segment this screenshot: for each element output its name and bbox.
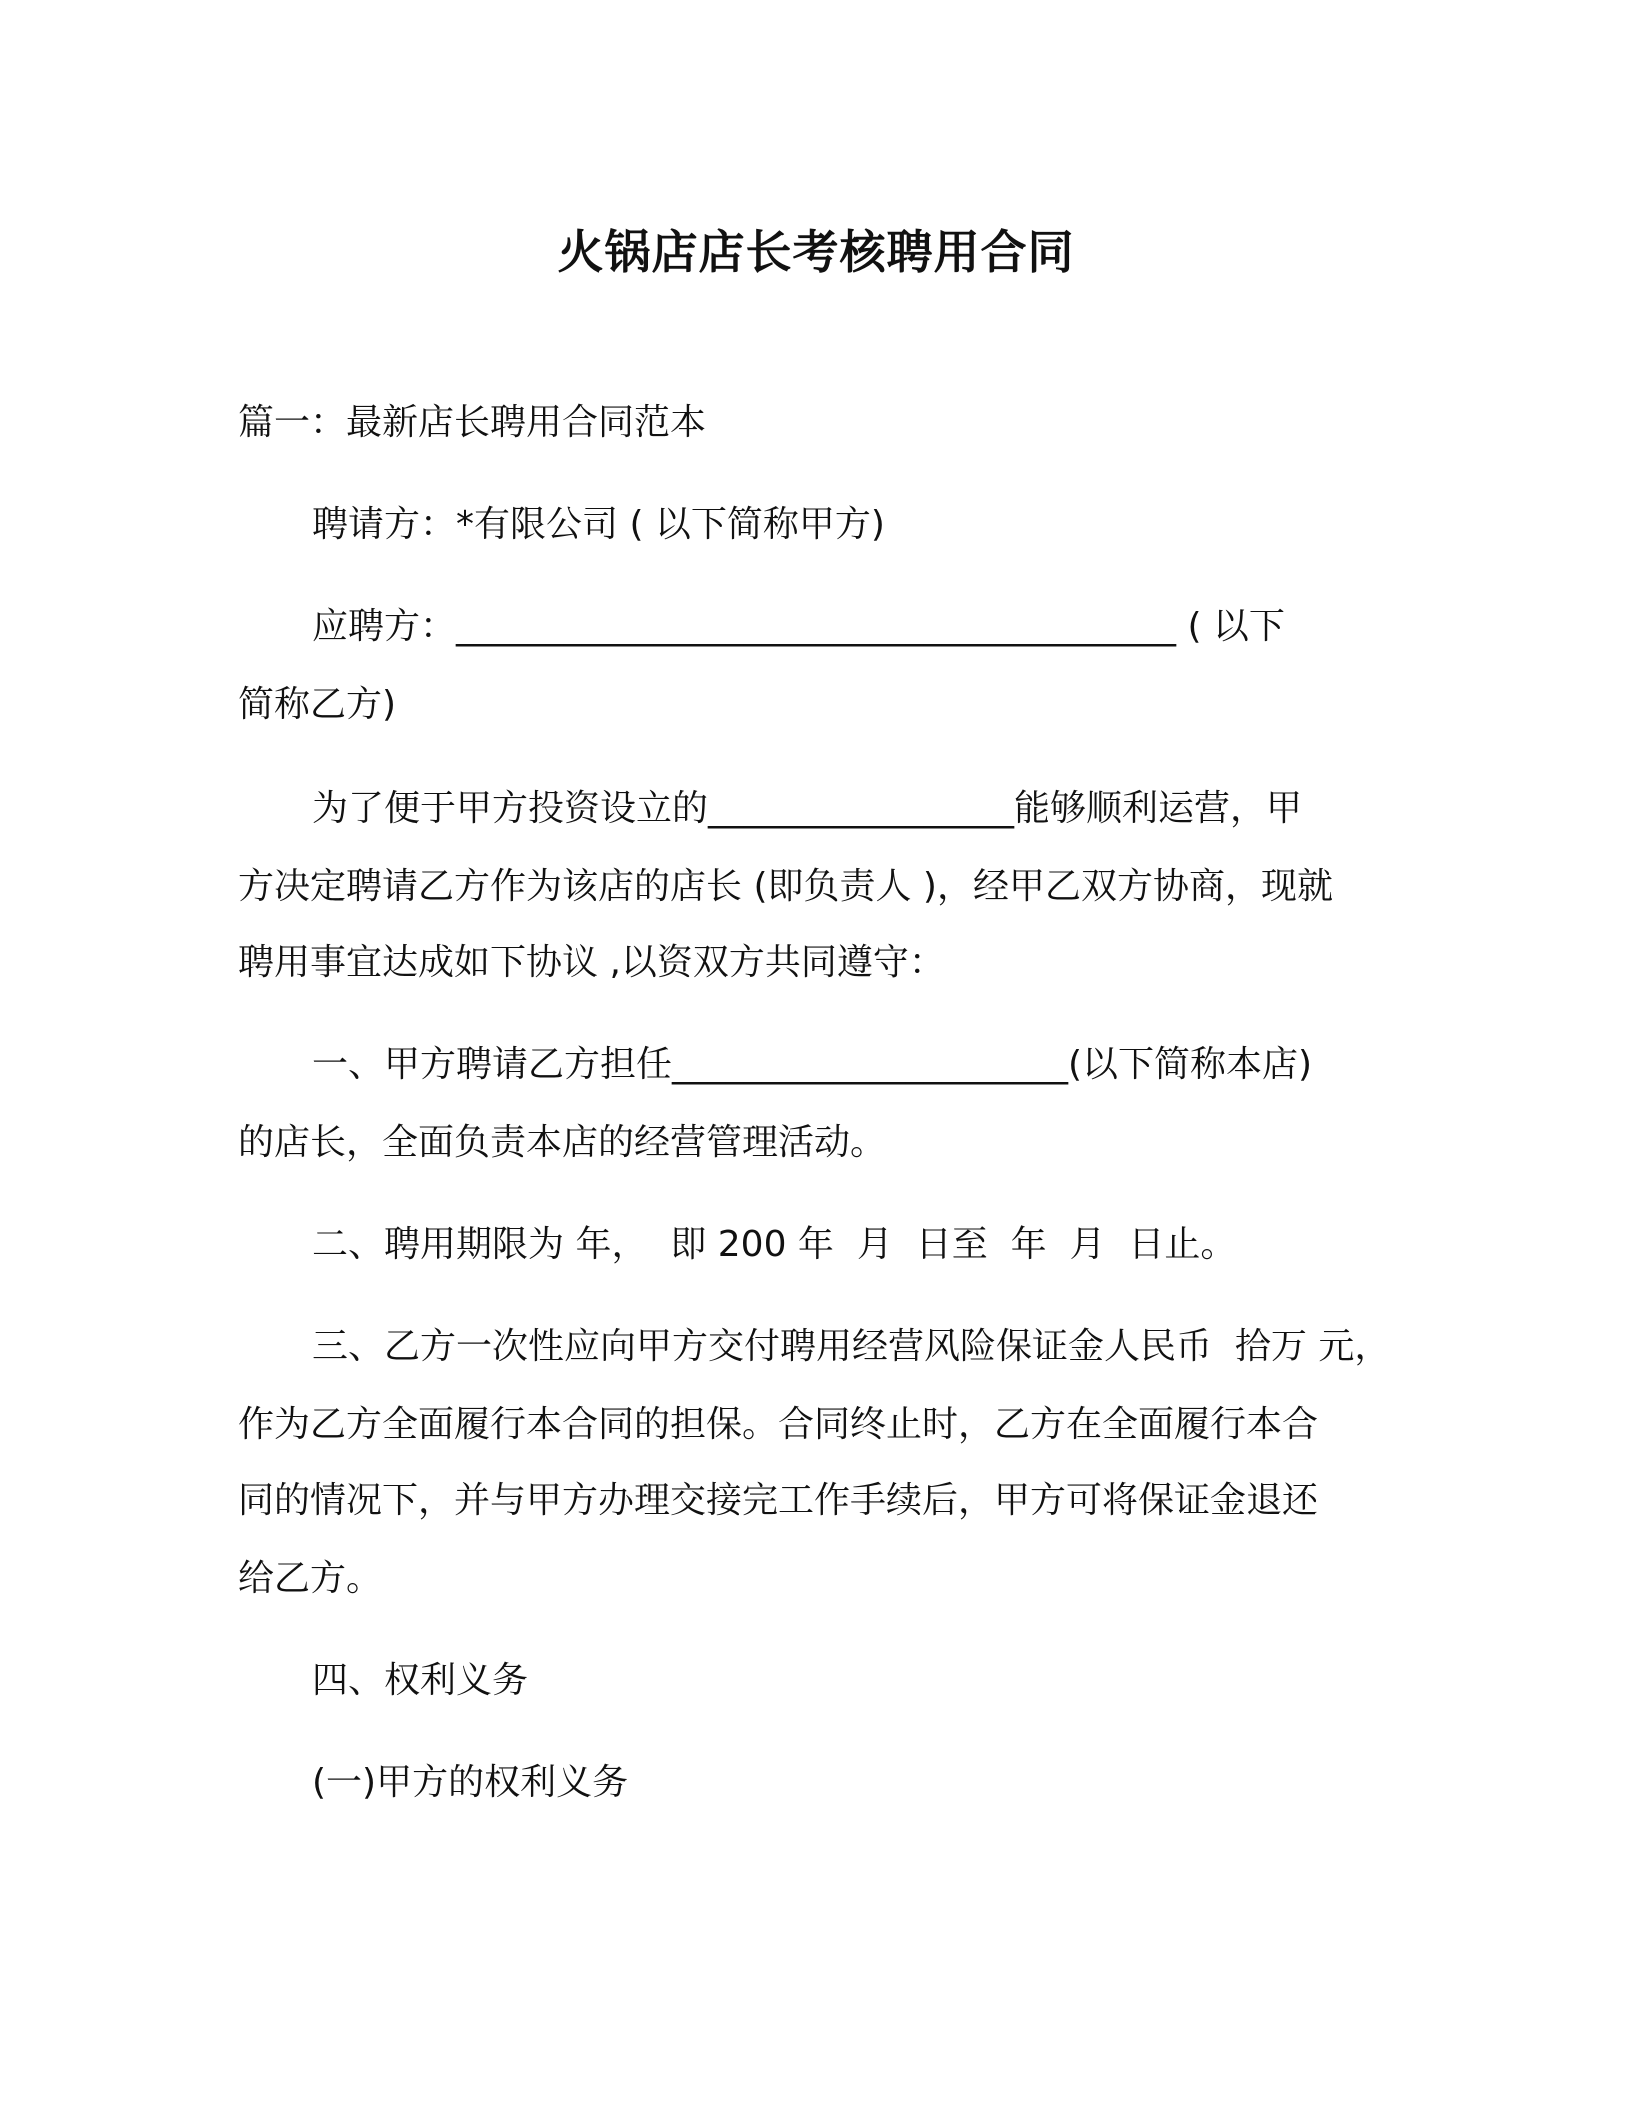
employee-line-cont: 简称乙方) <box>238 684 397 725</box>
clause-3-line-2: 作为乙方全面履行本合同的担保。合同终止时，乙方在全面履行本合 <box>238 1404 1319 1445</box>
section-heading: 篇一：最新店长聘用合同范本 <box>238 402 707 443</box>
preamble-line-3: 聘用事宜达成如下协议 ,以资双方共同遵守： <box>238 942 945 983</box>
clause-3-line-4: 给乙方。 <box>238 1558 383 1599</box>
preamble-line-1: 为了便于甲方投资设立的_________________能够顺利运营，甲 <box>312 788 1303 829</box>
employee-line: 应聘方：________________________________________ ( 以下 <box>312 606 1285 647</box>
preamble-line-2: 方决定聘请乙方作为该店的店长 (即负责人 )，经甲乙双方协商，现就 <box>238 866 1333 907</box>
clause-3-line-1: 三、乙方一次性应向甲方交付聘用经营风险保证金人民币 拾万 元， <box>312 1326 1391 1367</box>
clause-1-line-1: 一、甲方聘请乙方担任______________________(以下简称本店) <box>312 1044 1313 1085</box>
subsection-heading: (一)甲方的权利义务 <box>312 1762 629 1803</box>
employer-line: 聘请方：*有限公司 ( 以下简称甲方) <box>312 504 885 545</box>
clause-2: 二、聘用期限为 年， 即 200 年 月 日至 年 月 日止。 <box>312 1224 1237 1265</box>
document-title: 火锅店店长考核聘用合同 <box>557 225 1075 279</box>
clause-4-heading: 四、权利义务 <box>312 1660 529 1701</box>
clause-1-line-2: 的店长，全面负责本店的经营管理活动。 <box>238 1122 887 1163</box>
clause-3-line-3: 同的情况下，并与甲方办理交接完工作手续后，甲方可将保证金退还 <box>238 1480 1319 1521</box>
